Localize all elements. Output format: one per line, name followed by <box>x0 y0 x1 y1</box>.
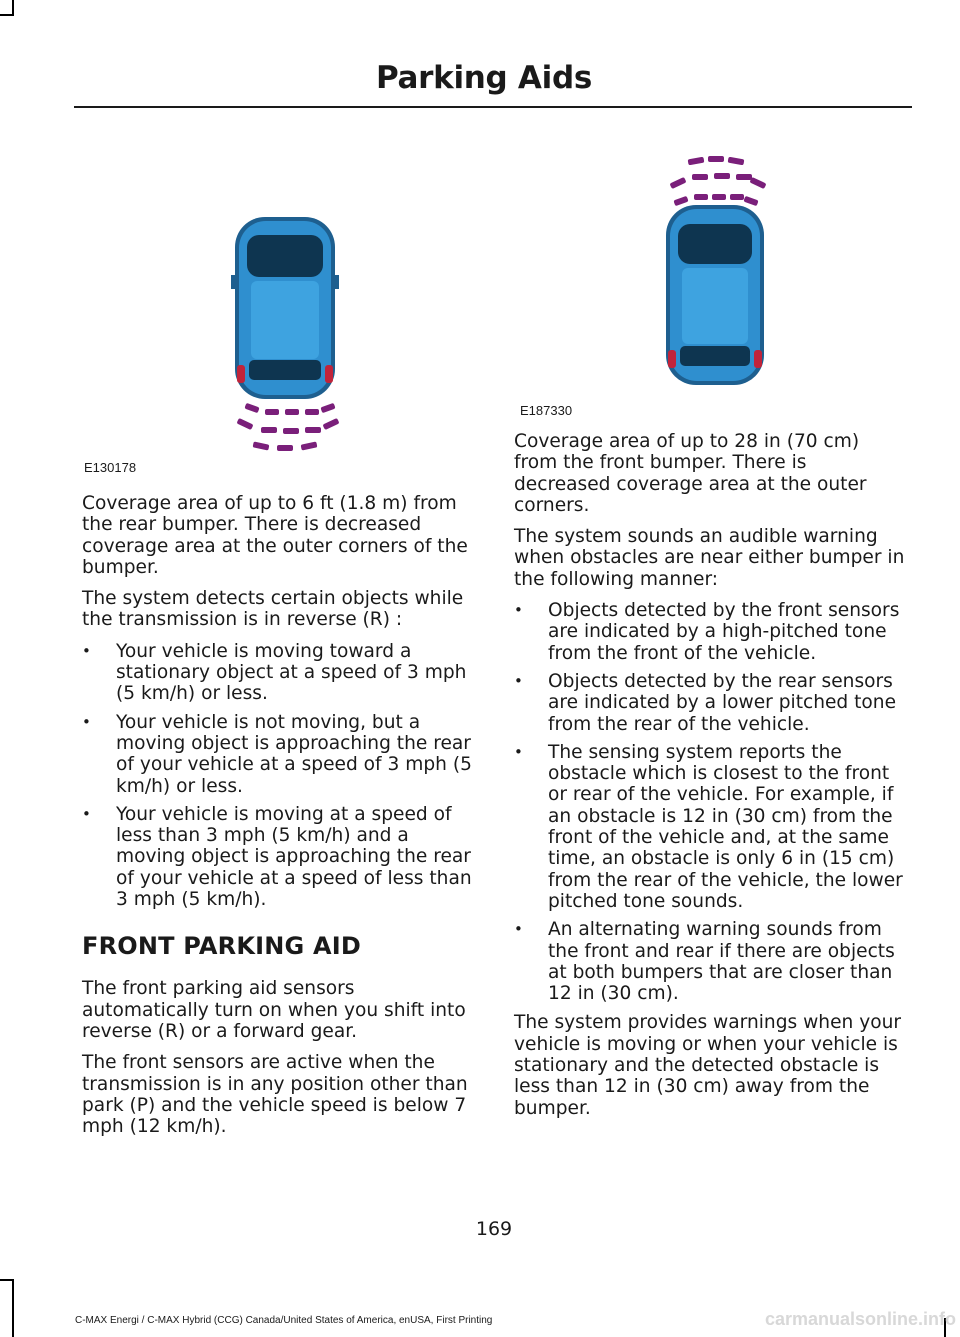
car-top-view-icon <box>231 217 339 399</box>
section-heading: FRONT PARKING AID <box>82 932 362 961</box>
bullet-list <box>82 641 474 911</box>
paragraph: The system provides warnings when your vehicle is moving or when your vehicle is stationary and the detected obstacle is less than 12 in (30 cm) away from the bumper. <box>514 1012 902 1119</box>
list-item: • Objects detected by the rear sensors are indicated by a lower pitched tone from the rear of the vehicle. <box>514 671 906 735</box>
left-column <box>82 493 474 1147</box>
paragraph: The system detects certain objects while the transmission is in reverse (R) : <box>82 588 464 631</box>
crop-mark <box>0 14 14 16</box>
crop-mark <box>12 0 14 14</box>
figure-code: E187330 <box>520 403 573 418</box>
front-sensor-figure <box>660 150 770 390</box>
paragraph: The front sensors are active when the transmission is in any position other than park (P) and the vehicle speed is below 7 mph (12 km/h). <box>82 1052 468 1138</box>
front-sensor-waves-icon <box>669 156 766 206</box>
figure-code: E130178 <box>84 460 137 475</box>
list-item: • An alternating warning sounds from the front and rear if there are objects at both bumpers that are closer than 12 in (30 cm). <box>514 919 906 1004</box>
page-number: 169 <box>475 1218 513 1240</box>
page-title: Parking Aids <box>375 60 592 96</box>
car-top-view-icon <box>666 205 764 385</box>
paragraph: The system sounds an audible warning when obstacles are near either bumper in the following manner: <box>514 526 905 590</box>
watermark: carmanualsonline.info <box>764 1309 956 1329</box>
list-item: • Your vehicle is moving at a speed of less than 3 mph (5 km/h) and a moving object is approaching the rear of your vehicle at a speed of less than 3 mph (5 km/h). <box>82 804 474 910</box>
list-item: • Your vehicle is not moving, but a moving object is approaching the rear of your vehicle at a speed of 3 mph (5 km/h) or less. <box>82 712 474 797</box>
rear-sensor-figure <box>225 215 345 460</box>
crop-mark <box>0 1279 14 1281</box>
paragraph: Coverage area of up to 6 ft (1.8 m) from the rear bumper. There is decreased coverage area at the outer corners of the bumper. <box>82 493 468 578</box>
list-item: • Your vehicle is moving toward a stationary object at a speed of 3 mph (5 km/h) or less. <box>82 641 474 705</box>
paragraph: Coverage area of up to 28 in (70 cm) from the front bumper. There is decreased coverage area at the outer corners. <box>514 431 867 516</box>
bullet-list <box>514 600 906 1004</box>
footer-text: C-MAX Energi / C-MAX Hybrid (CCG) Canada/United States of America, enUSA, First Printing <box>75 1315 493 1326</box>
crop-mark <box>12 1280 14 1337</box>
paragraph: The front parking aid sensors automatically turn on when you shift into reverse (R) or a forward gear. <box>82 978 466 1042</box>
list-item: • Objects detected by the front sensors are indicated by a high-pitched tone from the front of the vehicle. <box>514 600 906 664</box>
rear-sensor-waves-icon <box>236 403 339 451</box>
right-column <box>514 431 906 1129</box>
header-divider <box>74 106 912 108</box>
list-item: • The sensing system reports the obstacle which is closest to the front or rear of the vehicle. For example, if an obstacle is 12 in (30 cm) from the front of the vehicle and, at the same time, an obstacle is only 6 in (15 cm) from the rear of the vehicle, the lower pitched tone sounds. <box>514 742 906 912</box>
